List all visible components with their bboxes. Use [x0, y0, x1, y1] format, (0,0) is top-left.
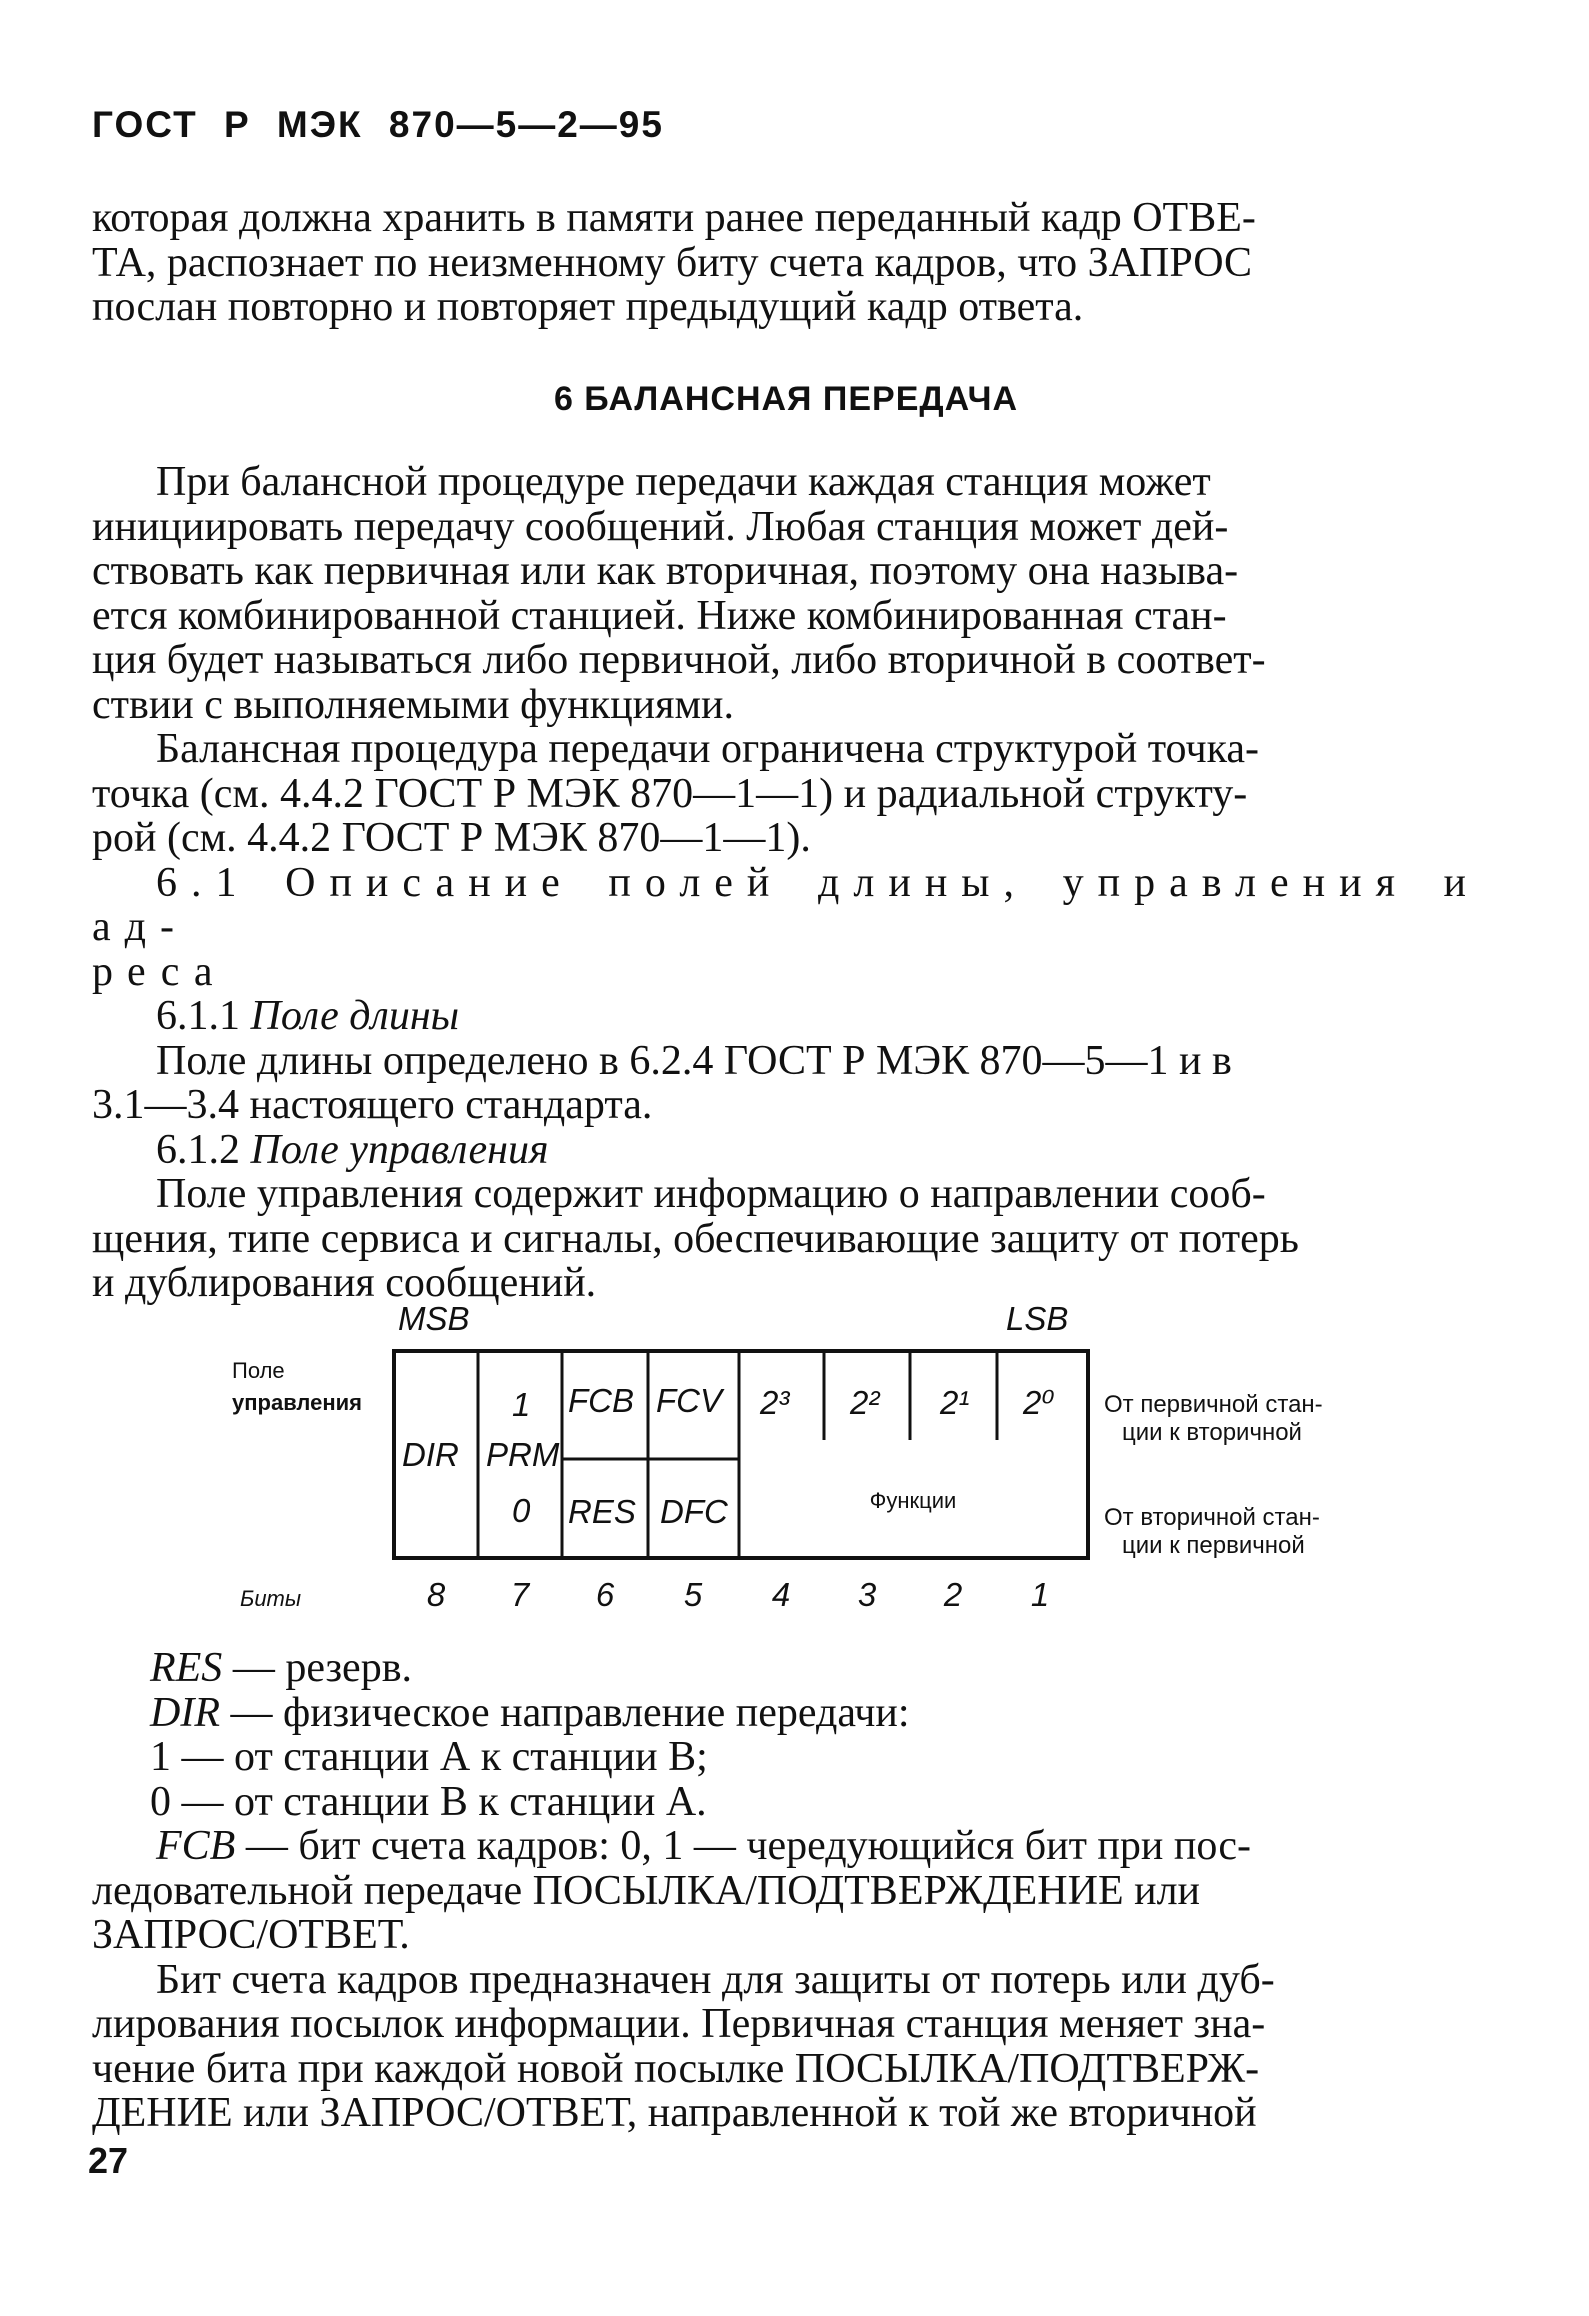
- text-line: ется комбинированной станцией. Ниже комбинированная стан-: [92, 592, 1227, 639]
- text-line: которая должна хранить в памяти ранее переданный кадр ОТВЕ-: [92, 195, 1256, 241]
- subsection-6-1-title-cont: реса: [92, 948, 227, 995]
- subsection-number: 6.1.2: [156, 1126, 240, 1173]
- definition-dir: [150, 1691, 910, 1736]
- text-line: ТА, распознает по неизменному биту счета кадров, что ЗАПРОС: [92, 239, 1253, 286]
- section-heading: 6 БАЛАНСНАЯ ПЕРЕДАЧА: [553, 380, 1019, 418]
- bit-number: 5: [683, 1576, 703, 1613]
- msb-label: MSB: [398, 1300, 470, 1337]
- subsection-name: Поле управления: [250, 1126, 549, 1173]
- lsb-label: LSB: [1006, 1300, 1069, 1337]
- subsection-6-1-title: 6.1 Описание полей длины, управления и ад-: [92, 859, 1480, 950]
- definition-res: [150, 1646, 910, 1691]
- functions-label: Функции: [869, 1488, 957, 1513]
- definition-dir-1: 1 — от станции А к станции В;: [150, 1734, 708, 1780]
- note-primary: От первичной стан-: [1104, 1391, 1323, 1418]
- bit-number: 6: [595, 1576, 615, 1613]
- bit-weight-2-0: 2⁰: [1023, 1384, 1055, 1421]
- text-line: ЗАПРОС/ОТВЕТ.: [92, 1912, 410, 1958]
- text-line: 3.1—3.4 настоящего стандарта.: [92, 1082, 653, 1128]
- prm-top-value: 1: [512, 1386, 531, 1423]
- dir-cell: DIR: [402, 1436, 459, 1473]
- note-secondary: ции к первичной: [1122, 1532, 1305, 1559]
- text-line: ледовательной передаче ПОСЫЛКА/ПОДТВЕРЖДЕНИЕ или: [92, 1867, 1201, 1914]
- prm-cell: PRM: [486, 1436, 560, 1473]
- text-line: Балансная процедура передачи ограничена структурой точка-: [156, 726, 1259, 772]
- note-primary: ции к вторичной: [1122, 1419, 1302, 1446]
- definition-dir-0: 0 — от станции В к станции А.: [150, 1778, 707, 1825]
- text-line: лирования посылок информации. Первичная станция меняет зна-: [92, 2001, 1266, 2047]
- text-line: Поле управления содержит информацию о направлении сооб-: [156, 1171, 1266, 1217]
- field-label: управления: [232, 1390, 363, 1415]
- abbr: DIR: [150, 1689, 220, 1736]
- prm-bottom-value: 0: [512, 1492, 531, 1529]
- text-line: послан повторно и повторяет предыдущий кадр ответа.: [92, 284, 1084, 330]
- text-line: инициировать передачу сообщений. Любая станция может дей-: [92, 503, 1229, 550]
- note-secondary: От вторичной стан-: [1104, 1504, 1320, 1531]
- text-line: При балансной процедуре передачи каждая станция может: [156, 459, 1211, 505]
- fcb-cell: FCB: [568, 1382, 634, 1419]
- bit-weight-2-3: 2³: [760, 1384, 790, 1421]
- dfc-cell: DFC: [660, 1493, 728, 1530]
- abbr: RES: [150, 1645, 223, 1691]
- text-line: ция будет называться либо первичной, либо вторичной в соответ-: [92, 637, 1266, 683]
- bit-number: 4: [771, 1576, 791, 1613]
- bit-number: 2: [943, 1576, 963, 1613]
- definition-text: — физическое направление передачи:: [219, 1689, 910, 1736]
- text-line: Поле длины определено в 6.2.4 ГОСТ Р МЭК 870—5—1 и в: [156, 1037, 1232, 1084]
- definition-text: — бит счета кадров: 0, 1 — чередующийся бит при пос-: [235, 1823, 1252, 1869]
- abbr: FCB: [156, 1823, 236, 1869]
- text-line: Бит счета кадров предназначен для защиты от потерь или дуб-: [156, 1956, 1275, 2003]
- field-label: Поле: [232, 1358, 285, 1383]
- text-line: и дублирования сообщений.: [92, 1260, 597, 1306]
- fcb-paragraph: [92, 1824, 1480, 2136]
- subsection-name: Поле длины: [250, 993, 460, 1039]
- definitions-list: [150, 1646, 910, 1824]
- text-line: рой (см. 4.4.2 ГОСТ Р МЭК 870—1—1).: [92, 815, 811, 861]
- text-line: точка (см. 4.4.2 ГОСТ Р МЭК 870—1—1) и радиальной структу-: [92, 770, 1248, 817]
- page-header: ГОСТ Р МЭК 870—5—2—95: [92, 104, 664, 145]
- text-line: чение бита при каждой новой посылке ПОСЫЛКА/ПОДТВЕРЖ-: [92, 2045, 1260, 2092]
- text-line: ствии с выполняемыми функциями.: [92, 681, 735, 728]
- text-line: щения, типе сервиса и сигналы, обеспечивающие защиту от потерь: [92, 1215, 1299, 1262]
- bit-weight-2-2: 2²: [850, 1384, 880, 1421]
- bit-number: 1: [1030, 1576, 1050, 1613]
- bits-label: Биты: [240, 1586, 302, 1611]
- bit-number: 3: [857, 1576, 877, 1613]
- page-number: 27: [88, 2140, 129, 2181]
- text-line: [92, 1824, 1480, 1869]
- res-cell: RES: [568, 1493, 636, 1530]
- bit-number: 7: [510, 1576, 530, 1613]
- text-line: ДЕНИЕ или ЗАПРОС/ОТВЕТ, направленной к той же вторичной: [92, 2090, 1257, 2136]
- fcv-cell: FCV: [656, 1382, 722, 1419]
- bit-weight-2-1: 2¹: [940, 1384, 970, 1421]
- subsection-number: 6.1.1: [156, 993, 240, 1039]
- bit-number: 8: [426, 1576, 446, 1613]
- definition-text: — резерв.: [222, 1645, 413, 1691]
- text-line: ствовать как первичная или как вторичная, поэтому она называ-: [92, 548, 1239, 594]
